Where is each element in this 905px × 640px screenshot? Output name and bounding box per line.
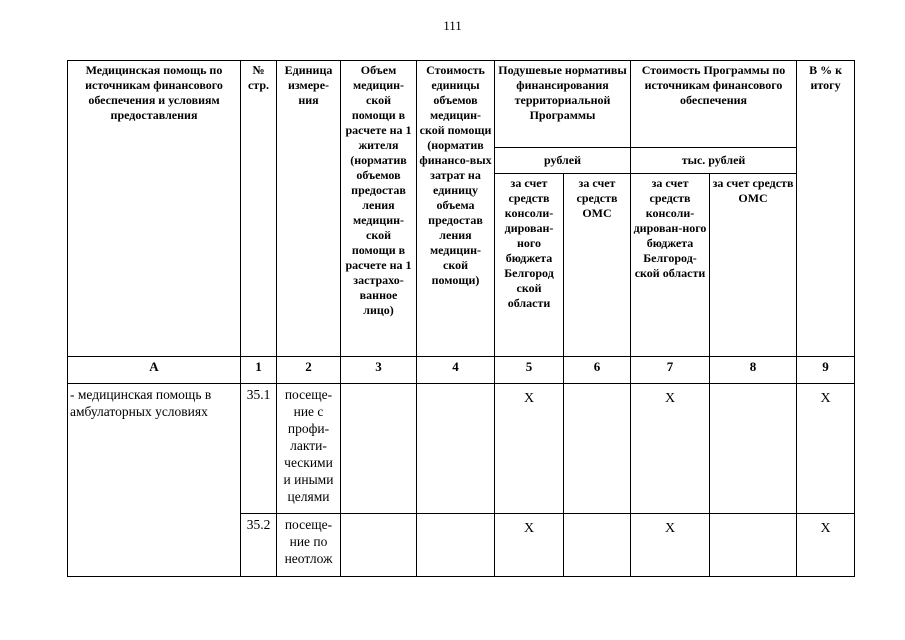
table-row [68,384,855,514]
header-col-4: Стоимость единицы объемов медицин-ской помощи (норматив финансо-вых затрат на единицу объема предостав ления медицин-ской помощи) [417,61,495,357]
row-line-number: 35.2 [241,514,277,577]
row-cost-oms [710,514,797,577]
colnum-8: 8 [710,357,797,384]
header-group-cost: Стоимость Программы по источникам финансового обеспечения [631,61,797,148]
row-unit-cost [417,514,495,577]
header-col-2: Единица измере-ния [277,61,341,357]
header-col-1: № стр. [241,61,277,357]
header-col-a: Медицинская помощь по источникам финансового обеспечения и условиям предоставления [68,61,241,357]
colnum-6: 6 [564,357,631,384]
colnum-4: 4 [417,357,495,384]
colnum-3: 3 [341,357,417,384]
header-col-8: за счет средств ОМС [710,174,797,357]
row-volume [341,514,417,577]
row-percent: Х [797,384,855,514]
header-unit-thous: тыс. рублей [631,148,797,174]
colnum-a: А [68,357,241,384]
header-col-6: за счет средств ОМС [564,174,631,357]
row-line-number: 35.1 [241,384,277,514]
colnum-9: 9 [797,357,855,384]
row-percap-oms [564,384,631,514]
row-unit: посеще-ние с профи-лакти-ческими и иными целями [277,384,341,514]
header-col-9: В % к итогу [797,61,855,357]
colnum-2: 2 [277,357,341,384]
row-volume [341,384,417,514]
header-col-5: за счет средств консоли-дирован-ного бюджета Белгород ской области [495,174,564,357]
row-unit: посеще-ние по неотлож [277,514,341,577]
financing-table [67,60,855,577]
header-group-percap: Подушевые нормативы финансирования территориальной Программы [495,61,631,148]
row-percap-budget: Х [495,514,564,577]
colnum-5: 5 [495,357,564,384]
row-percap-budget: Х [495,384,564,514]
colnum-1: 1 [241,357,277,384]
row-percent: Х [797,514,855,577]
page-number: 111 [443,18,462,33]
row-cost-budget: Х [631,514,710,577]
header-col-7: за счет средств консоли-дирован-ного бюджета Белгород-ской области [631,174,710,357]
header-unit-rub: рублей [495,148,631,174]
colnum-7: 7 [631,357,710,384]
column-number-row [68,357,855,384]
row-name: - медицинская помощь в амбулаторных условиях [68,384,241,577]
row-cost-oms [710,384,797,514]
row-unit-cost [417,384,495,514]
header-col-3: Объем медицин-ской помощи в расчете на 1 жителя (норматив объемов предостав ления медицин-ской помощи в расчете на 1 застрахо-ванное лицо) [341,61,417,357]
row-percap-oms [564,514,631,577]
row-cost-budget: Х [631,384,710,514]
